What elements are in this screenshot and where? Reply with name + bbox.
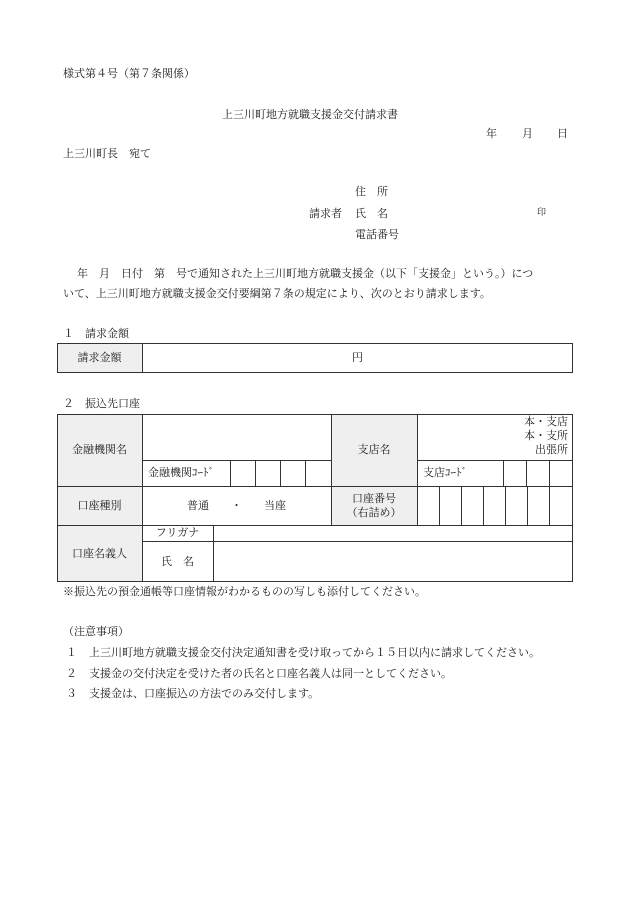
section-2-heading: ２ 振込先口座 (63, 397, 140, 410)
body-text-line-1: 年 月 日付 第 号で通知された上三川町地方就職支援金（以下「支援金」という。）につ (77, 267, 534, 280)
branch-type-honshisho[interactable]: 本・支所 (524, 429, 568, 442)
address-label: 住 所 (355, 185, 388, 198)
branch-name-label: 支店名 (357, 443, 391, 457)
amount-unit: 円 (352, 351, 363, 365)
branch-type-shucchojo[interactable]: 出張所 (535, 443, 568, 456)
amount-field[interactable] (142, 343, 573, 373)
date-day: 日 (557, 127, 568, 140)
holder-name-label: 氏 名 (161, 554, 194, 568)
date-month: 月 (522, 127, 533, 140)
account-type-separator: ・ (231, 498, 242, 512)
account-number-label (331, 486, 417, 525)
bank-name-label: 金融機関名 (72, 443, 127, 457)
amount-label: 請求金額 (77, 351, 122, 365)
note-3-text: 支援金は、口座振込の方法でのみ交付します。 (89, 687, 320, 700)
furigana-field[interactable] (213, 525, 573, 541)
holder-label: 口座名義人 (72, 546, 127, 560)
notes-heading: （注意事項） (63, 625, 129, 638)
note-2-text: 支援金の交付決定を受けた者の氏名と口座名義人は同一としてください。 (89, 667, 452, 680)
note-1-number: １ (66, 646, 77, 659)
account-number-label-line-1: 口座番号 (352, 491, 396, 505)
account-type-futsu[interactable]: 普通 (187, 498, 209, 512)
account-type-options (142, 486, 331, 525)
branch-type-honshiten[interactable]: 本・支店 (524, 415, 568, 428)
addressee: 上三川町長 宛て (63, 147, 151, 160)
furigana-label: フリガナ (155, 526, 200, 540)
account-type-toza[interactable]: 当座 (264, 498, 286, 512)
body-text-line-2: いて、上三川町地方就職支援金交付要綱第７条の規定により、次のとおり請求します。 (63, 287, 491, 300)
note-1-text: 上三川町地方就職支援金交付決定通知書を受け取ってから１５日以内に請求してください。 (89, 646, 540, 659)
phone-label: 電話番号 (355, 228, 399, 241)
note-3-number: ３ (66, 687, 77, 700)
section-1-heading: １ 請求金額 (63, 327, 129, 340)
requester-label: 請求者 (309, 207, 342, 220)
bank-code-label: 金融機関ｺｰﾄﾞ (148, 466, 214, 480)
bank-name-field[interactable] (142, 414, 331, 460)
note-2-number: ２ (66, 667, 77, 680)
account-type-label: 口座種別 (77, 498, 122, 512)
branch-type-options (504, 415, 568, 457)
holder-name-field[interactable] (213, 541, 573, 582)
seal-mark: 印 (537, 208, 547, 218)
form-number: 様式第４号（第７条関係） (63, 67, 195, 80)
name-label: 氏 名 (355, 207, 388, 220)
account-number-label-line-2: （右詰め） (346, 505, 402, 519)
branch-code-label: 支店ｺｰﾄﾞ (423, 466, 467, 480)
form-title: 上三川町地方就職支援金交付請求書 (222, 108, 398, 121)
attachment-note: ※振込先の預金通帳等口座情報がわかるものの写しも添付してください。 (63, 585, 426, 598)
date-year: 年 (486, 127, 497, 140)
